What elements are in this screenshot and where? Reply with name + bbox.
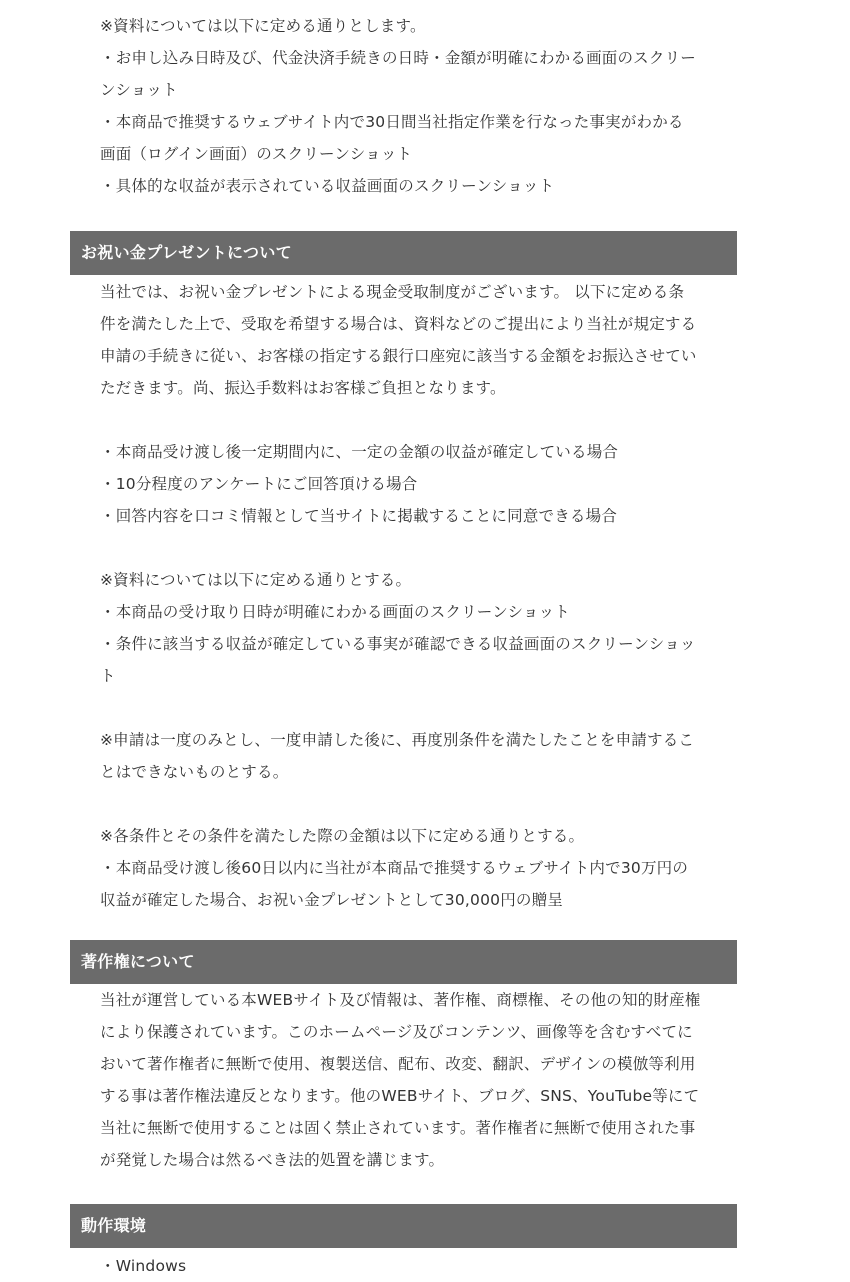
text-line: 収益が確定した場合、お祝い金プレゼントとして30,000円の贈呈	[100, 891, 564, 909]
text-line: ・条件に該当する収益が確定している事実が確認できる収益画面のスクリーンショッ	[100, 635, 696, 653]
text-line: が発覚した場合は然るべき法的処置を講じます。	[100, 1151, 445, 1169]
text-line: する事は著作権法違反となります。他のWEBサイト、ブログ、SNS、YouTube等にて	[100, 1087, 700, 1105]
text-line: ※資料については以下に定める通りとします。	[100, 17, 426, 35]
text-line	[0, 404, 710, 436]
text-line	[0, 532, 710, 564]
text-line: により保護されています。このホームページ及びコンテンツ、画像等を含むすべてに	[100, 1023, 693, 1041]
text-line: 当社に無断で使用することは固く禁止されています。著作権者に無断で使用された事	[100, 1119, 696, 1137]
text-line: 申請の手続きに従い、お客様の指定する銀行口座宛に該当する金額をお振込させてい	[100, 347, 697, 365]
intro-block	[0, 10, 710, 202]
section-header-environment: 動作環境	[70, 1204, 737, 1248]
text-line: ただきます。尚、振込手数料はお客様ご負担となります。	[100, 379, 506, 397]
section-body-copyright	[0, 984, 710, 1176]
text-line	[0, 692, 710, 724]
text-line: ※申請は一度のみとし、一度申請した後に、再度別条件を満たしたことを申請するこ	[100, 731, 695, 749]
text-line: ※資料については以下に定める通りとする。	[100, 571, 412, 589]
text-line	[0, 788, 710, 820]
text-line: ・本商品受け渡し後60日以内に当社が本商品で推奨するウェブサイト内で30万円の	[100, 859, 689, 877]
text-line: 件を満たした上で、受取を希望する場合は、資料などのご提出により当社が規定する	[100, 315, 697, 333]
text-line: ・具体的な収益が表示されている収益画面のスクリーンショット	[100, 177, 555, 195]
section-body-environment	[0, 1250, 710, 1282]
section-body-celebration	[0, 276, 710, 916]
section-header-celebration: お祝い金プレゼントについて	[70, 231, 737, 275]
text-line: ・お申し込み日時及び、代金決済手続きの日時・金額が明確にわかる画面のスクリー	[100, 49, 696, 67]
text-line: ・本商品で推奨するウェブサイト内で30日間当社指定作業を行なった事実がわかる	[100, 113, 684, 131]
text-line: ト	[100, 667, 116, 685]
text-line: おいて著作権者に無断で使用、複製送信、配布、改変、翻訳、デザインの模倣等利用	[100, 1055, 696, 1073]
text-line: ・本商品受け渡し後一定期間内に、一定の金額の収益が確定している場合	[100, 443, 619, 461]
text-line: ・Windows	[100, 1257, 187, 1275]
text-line: とはできないものとする。	[100, 763, 289, 781]
text-line: ンショット	[100, 81, 178, 99]
text-line: 画面（ログイン画面）のスクリーンショット	[100, 145, 413, 163]
section-header-copyright: 著作権について	[70, 940, 737, 984]
text-line: ・本商品の受け取り日時が明確にわかる画面のスクリーンショット	[100, 603, 570, 621]
text-line: ・回答内容を口コミ情報として当サイトに掲載することに同意できる場合	[100, 507, 618, 525]
text-line: 当社では、お祝い金プレゼントによる現金受取制度がございます。 以下に定める条	[100, 283, 685, 301]
text-line: ・10分程度のアンケートにご回答頂ける場合	[100, 475, 418, 493]
text-line: ※各条件とその条件を満たした際の金額は以下に定める通りとする。	[100, 827, 585, 845]
text-line: 当社が運営している本WEBサイト及び情報は、著作権、商標権、その他の知的財産権	[100, 991, 701, 1009]
